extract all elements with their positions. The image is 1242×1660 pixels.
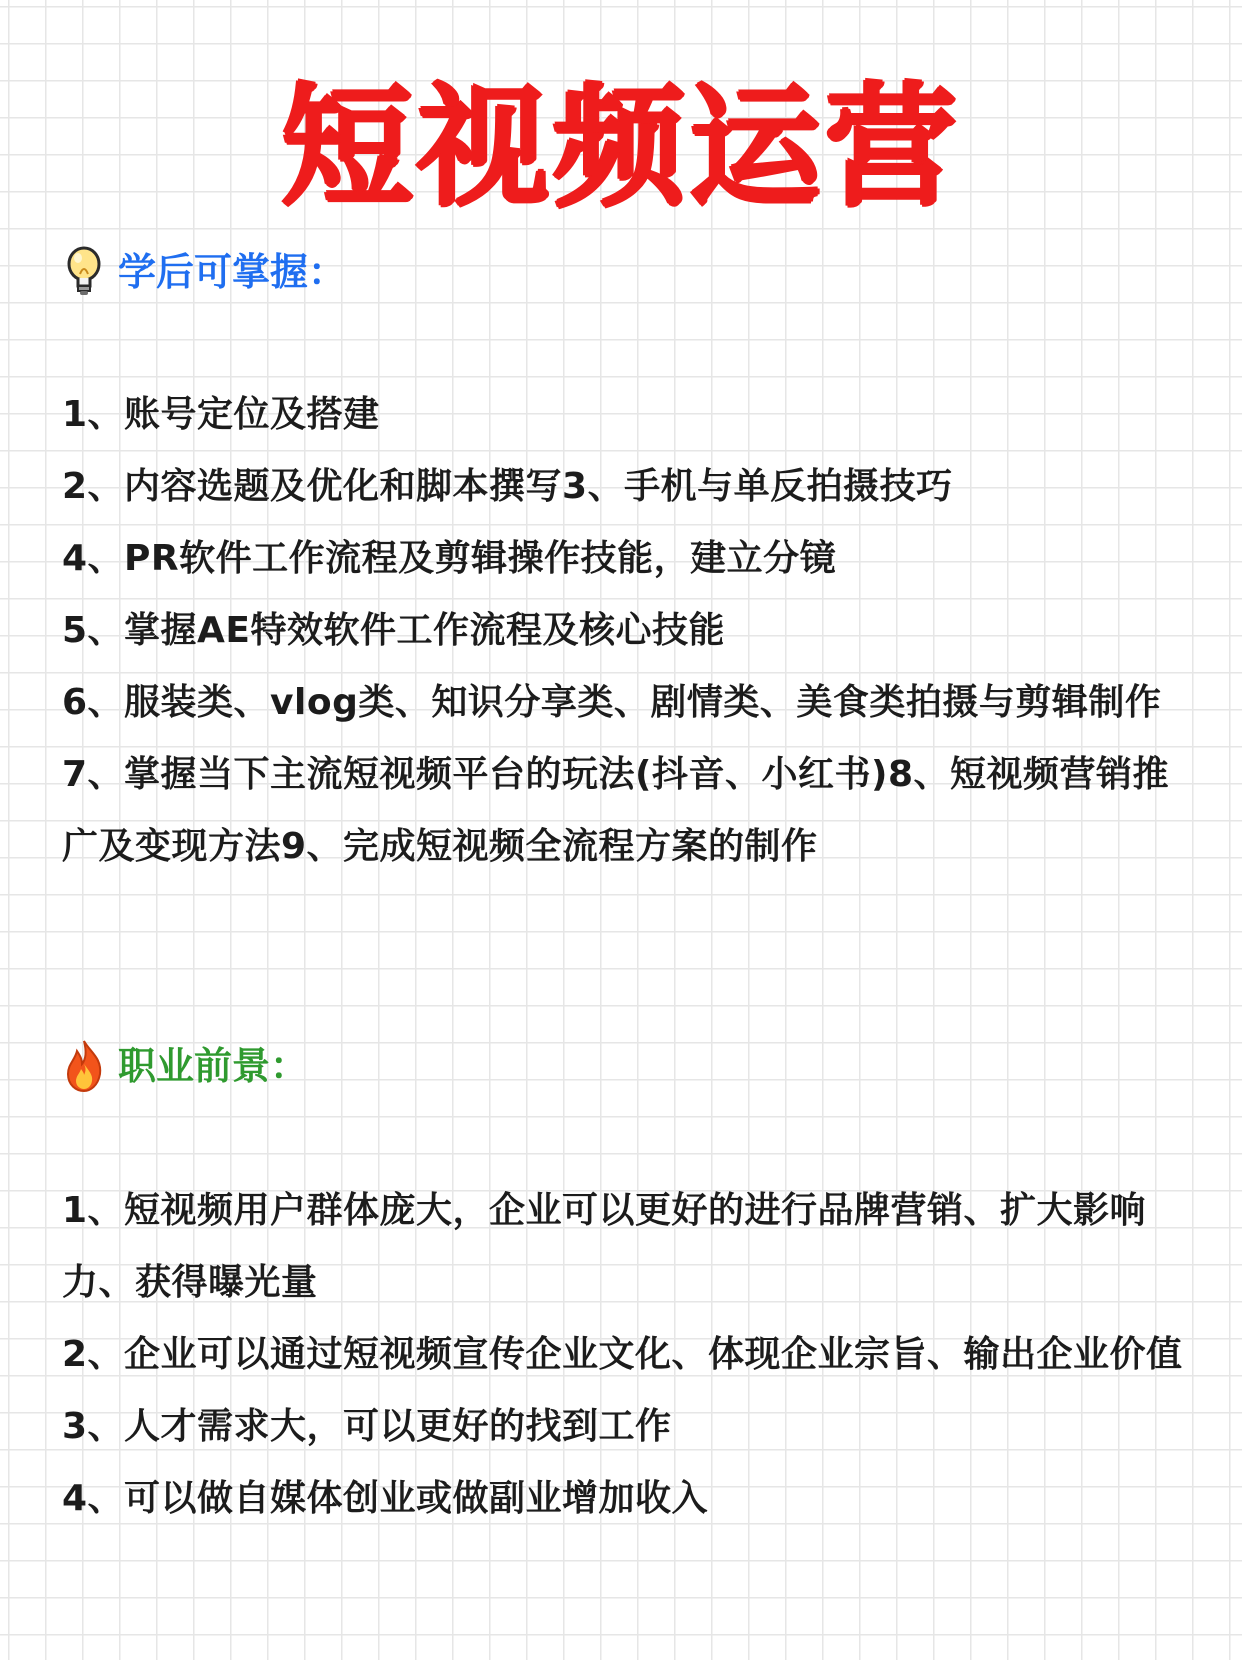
list-item: 4、可以做自媒体创业或做副业增加收入 bbox=[62, 1478, 709, 1519]
list-item: 5、掌握AE特效软件工作流程及核心技能 bbox=[62, 610, 726, 651]
learn-list bbox=[62, 379, 1192, 883]
section-header-learn bbox=[60, 242, 346, 302]
list-item: 1、短视频用户群体庞大，企业可以更好的进行品牌营销、扩大影响力、获得曝光量 bbox=[62, 1190, 1147, 1303]
lightbulb-icon bbox=[60, 244, 108, 300]
page-title: 短视频运营 bbox=[281, 71, 961, 225]
list-item: 7、掌握当下主流短视频平台的玩法(抖音、小红书)8、短视频营销推广及变现方法9、完成短视频全流程方案的制作 bbox=[62, 754, 1170, 867]
career-list bbox=[62, 1175, 1192, 1535]
list-item: 3、人才需求大，可以更好的找到工作 bbox=[62, 1406, 672, 1447]
section-heading-learn: 学后可掌握： bbox=[118, 250, 347, 294]
list-item: 1、账号定位及搭建 bbox=[62, 394, 380, 435]
list-item: 2、企业可以通过短视频宣传企业文化、体现企业宗旨、输出企业价值 bbox=[62, 1334, 1183, 1375]
list-item: 4、PR软件工作流程及剪辑操作技能，建立分镜 bbox=[62, 538, 837, 579]
section-header-career bbox=[60, 1036, 308, 1096]
section-heading-career: 职业前景： bbox=[118, 1044, 309, 1088]
fire-icon bbox=[60, 1038, 108, 1094]
list-item: 6、服装类、vlog类、知识分享类、剧情类、美食类拍摄与剪辑制作 bbox=[62, 682, 1162, 723]
list-item: 2、内容选题及优化和脚本撰写3、手机与单反拍摄技巧 bbox=[62, 466, 953, 507]
